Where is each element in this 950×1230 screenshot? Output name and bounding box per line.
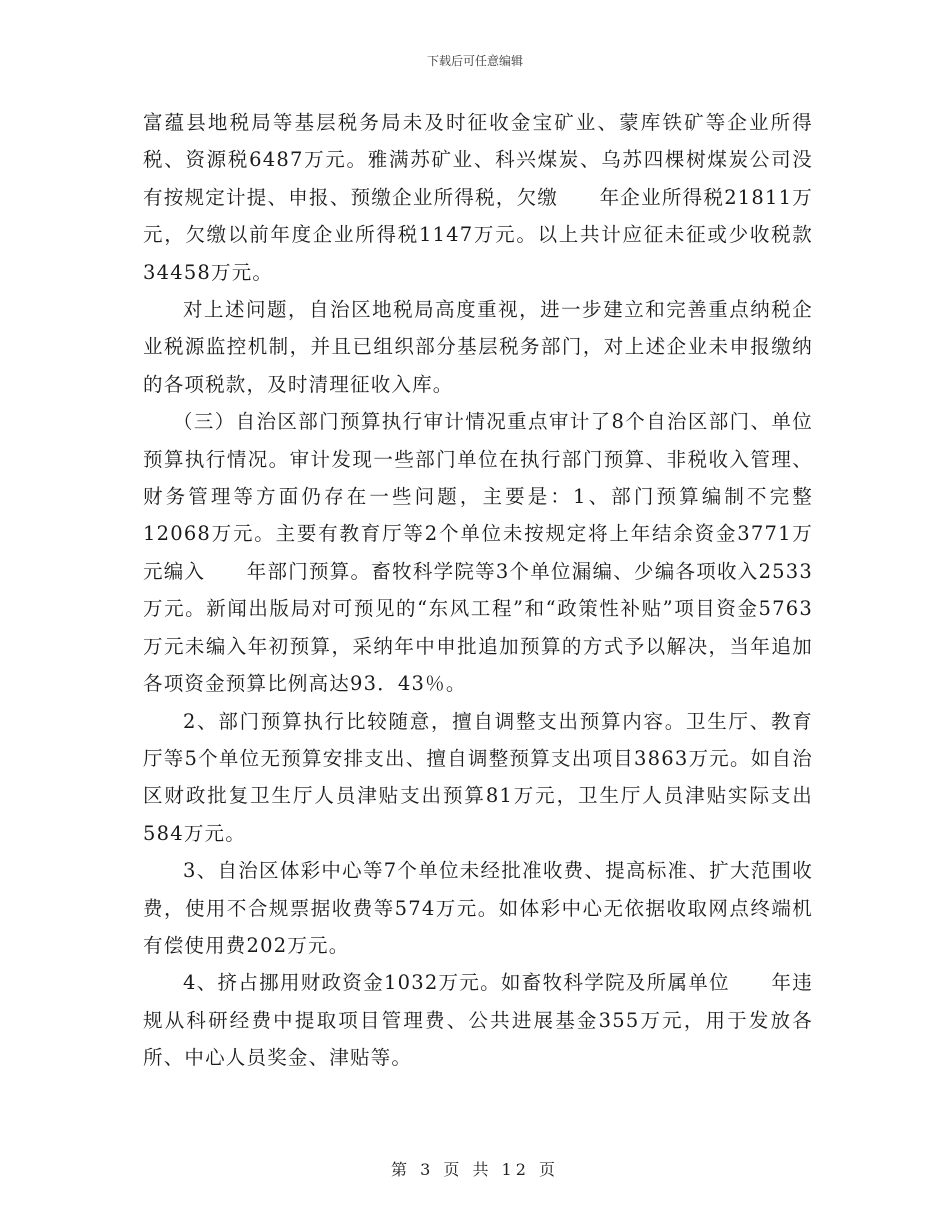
paragraph-fund-misuse: 4、挤占挪用财政资金1032万元。如畜牧科学院及所属单位 年违规从科研经费中提取项目管理费、公共进展基金355万元，用于发放各所、中心人员奖金、津贴等。 bbox=[143, 971, 813, 1070]
paragraph-tax-arrears: 富蕴县地税局等基层税务局未及时征收金宝矿业、蒙库铁矿等企业所得税、资源税6487万元。雅满苏矿业、科兴煤炭、乌苏四棵树煤炭公司没有按规定计提、申报、预缴企业所得税，欠缴 年企业所得税21811万元，欠缴以前年度企业所得税1147万元。以上共计应征未征或少收税款34458万元。 bbox=[143, 111, 813, 284]
paragraph-budget-execution: 2、部门预算执行比较随意，擅自调整支出预算内容。卫生厅、教育厅等5个单位无预算安排支出、擅自调整预算支出项目3863万元。如自治区财政批复卫生厅人员津贴支出预算81万元，卫生厅人员津贴实际支出584万元。 bbox=[143, 709, 813, 845]
page-number-footer: 第 3 页 共 12 页 bbox=[391, 1160, 559, 1179]
paragraph-budget-audit: （三）自治区部门预算执行审计情况重点审计了8个自治区部门、单位预算执行情况。审计发现一些部门单位在执行部门预算、非税收入管理、财务管理等方面仍存在一些问题，主要是：1、部门预算编制不完整12068万元。主要有教育厅等2个单位未按规定将上年结余资金3771万元编入 年部门预算。畜牧科学院等3个单位漏编、少编各项收入2533万元。新闻出版局对可预见的“东风工程”和“政策性补贴”项目资金5763万元未编入年初预算，采纳年中申批追加预算的方式予以解决，当年追加各项资金预算比例高达93．43％。 bbox=[143, 410, 813, 696]
paragraph-unauthorized-fees: 3、自治区体彩中心等7个单位未经批准收费、提高标准、扩大范围收费，使用不合规票据收费等574万元。如体彩中心无依据收取网点终端机有偿使用费202万元。 bbox=[143, 859, 813, 957]
paragraph-tax-response: 对上述问题，自治区地税局高度重视，进一步建立和完善重点纳税企业税源监控机制，并且已组织部分基层税务部门，对上述企业未申报缴纳的各项税款，及时清理征收入库。 bbox=[143, 298, 813, 396]
page-header: 下载后可任意编辑 bbox=[426, 54, 523, 68]
document-body bbox=[143, 104, 813, 1077]
